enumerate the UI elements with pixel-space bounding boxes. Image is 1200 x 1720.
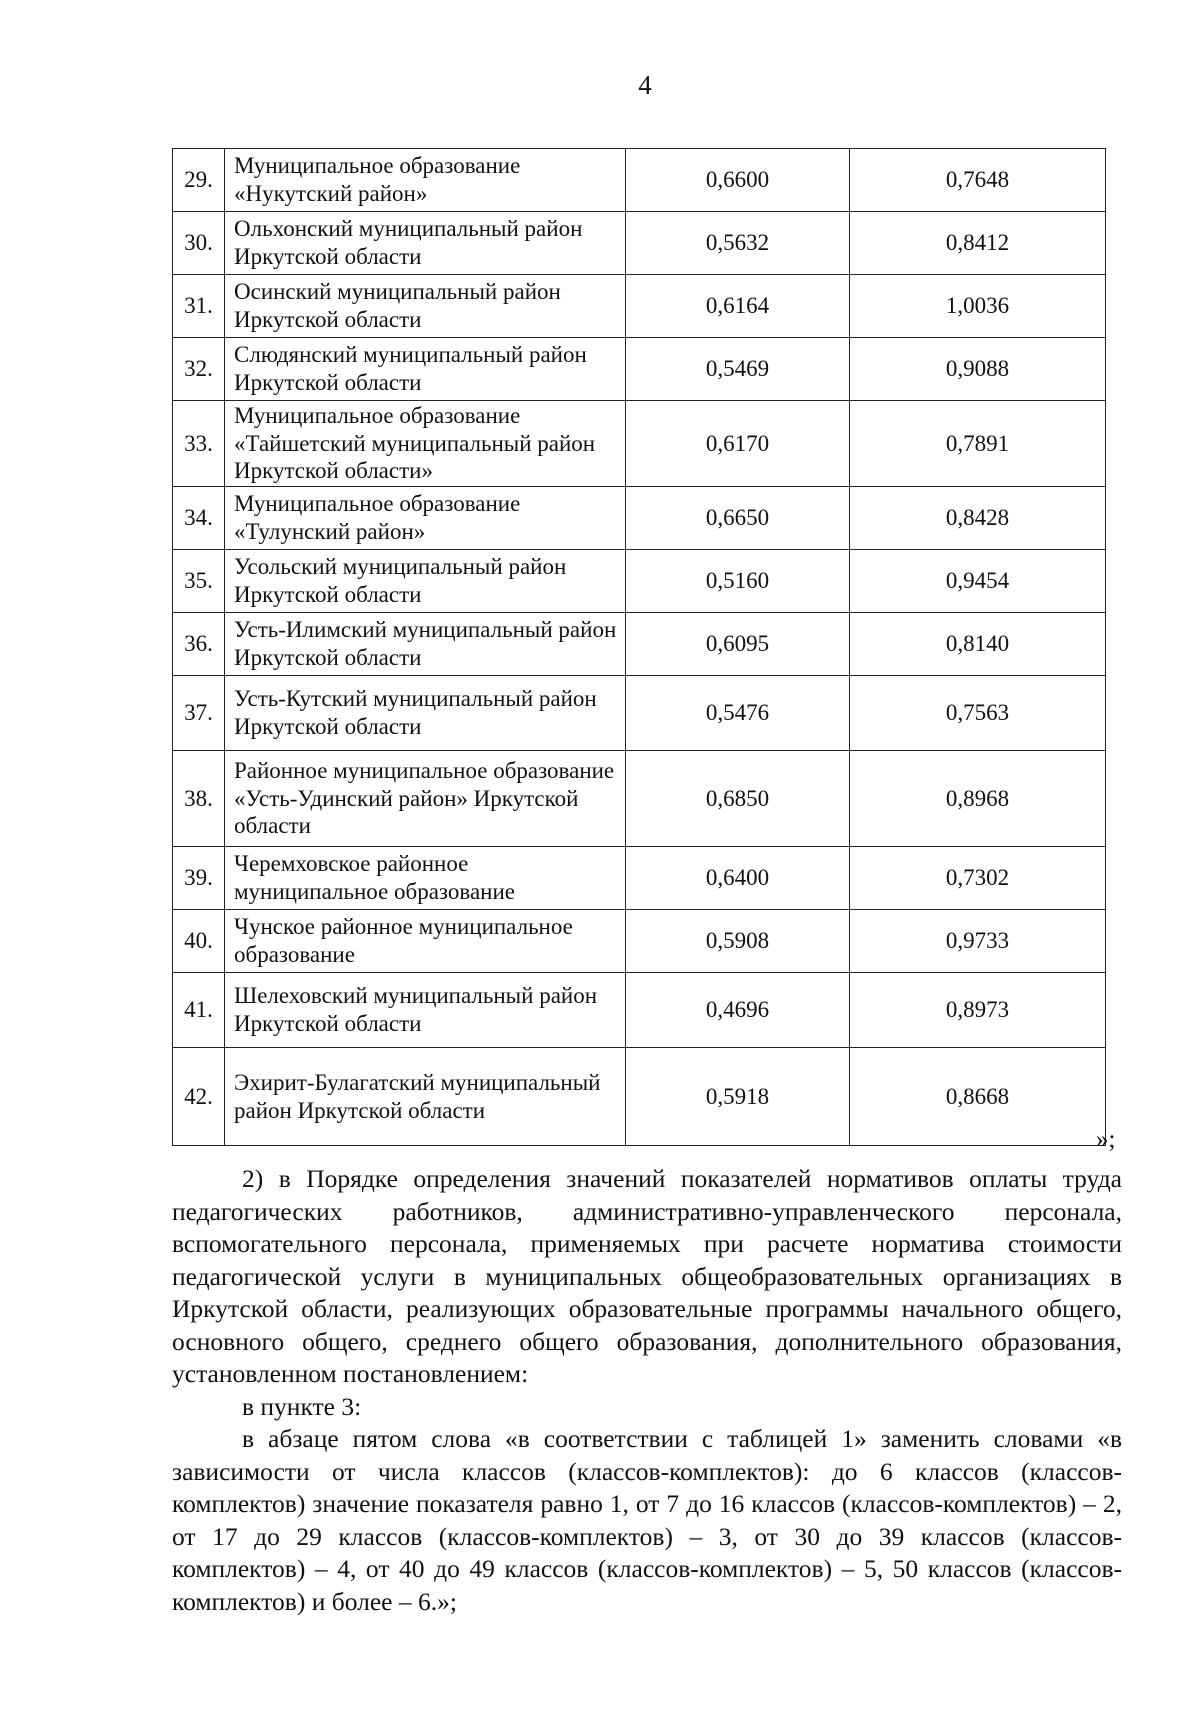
value-column-1: 0,5918 — [626, 1048, 850, 1146]
table-row — [173, 550, 1106, 613]
row-number: 40. — [173, 910, 225, 973]
value-column-1: 0,6095 — [626, 613, 850, 676]
row-number: 39. — [173, 847, 225, 910]
row-number: 37. — [173, 676, 225, 751]
row-number: 34. — [173, 487, 225, 550]
row-number: 36. — [173, 613, 225, 676]
value-column-1: 0,6400 — [626, 847, 850, 910]
municipality-name: Чунское районное муниципальное образование — [225, 910, 626, 973]
row-number: 29. — [173, 149, 225, 212]
value-column-1: 0,5160 — [626, 550, 850, 613]
paragraph-point: в пункте 3: — [242, 1391, 362, 1421]
table-row — [173, 275, 1106, 338]
table-row — [173, 973, 1106, 1048]
value-column-2: 0,9088 — [850, 338, 1106, 401]
value-column-2: 0,9733 — [850, 910, 1106, 973]
municipality-name: Усть-Илимский муниципальный район Иркутской области — [225, 613, 626, 676]
table-row — [173, 847, 1106, 910]
table-row — [173, 1048, 1106, 1146]
value-column-2: 0,9454 — [850, 550, 1106, 613]
municipality-name: Эхирит-Булагатский муниципальный район Иркутской области — [225, 1048, 626, 1146]
value-column-1: 0,6650 — [626, 487, 850, 550]
value-column-1: 0,5476 — [626, 676, 850, 751]
value-column-2: 0,8973 — [850, 973, 1106, 1048]
closing-quote: »; — [1096, 1126, 1116, 1153]
row-number: 30. — [173, 212, 225, 275]
municipality-name: Усольский муниципальный район Иркутской области — [225, 550, 626, 613]
table-row — [173, 487, 1106, 550]
value-column-2: 0,7891 — [850, 401, 1106, 487]
value-column-2: 0,8968 — [850, 751, 1106, 847]
municipality-name: Муниципальное образование «Тайшетский муниципальный район Иркутской области» — [225, 401, 626, 487]
municipality-name: Ольхонский муниципальный район Иркутской области — [225, 212, 626, 275]
table-row — [173, 338, 1106, 401]
value-column-1: 0,4696 — [626, 973, 850, 1048]
value-column-2: 0,7563 — [850, 676, 1106, 751]
value-column-2: 0,7648 — [850, 149, 1106, 212]
table-row — [173, 613, 1106, 676]
row-number: 33. — [173, 401, 225, 487]
value-column-1: 0,6600 — [626, 149, 850, 212]
table-body — [173, 149, 1106, 1146]
municipality-name: Слюдянский муниципальный район Иркутской области — [225, 338, 626, 401]
page-number: 4 — [638, 70, 652, 100]
paragraph-replacement: в абзаце пятом слова «в соответствии с таблицей 1» заменить словами «в зависимости от числа классов (классов-комплектов): до 6 классов (классов-комплектов) значение показателя равно 1, от 7 до 16 классов (классов-комплектов) – 2, от 17 до 29 классов (классов-комплектов) – 3, от 30 до 39 классов (классов-комплектов) – 4, от 40 до 49 классов (классов-комплектов) – 5, 50 классов (классов-комплектов) и более – 6.»; — [172, 1424, 1122, 1616]
value-column-1: 0,6850 — [626, 751, 850, 847]
row-number: 31. — [173, 275, 225, 338]
value-column-2: 1,0036 — [850, 275, 1106, 338]
value-column-1: 0,5469 — [626, 338, 850, 401]
municipality-name: Районное муниципальное образование «Усть-Удинский район» Иркутской области — [225, 751, 626, 847]
municipality-name: Муниципальное образование «Тулунский район» — [225, 487, 626, 550]
table-row — [173, 401, 1106, 487]
value-column-1: 0,5632 — [626, 212, 850, 275]
municipality-name: Шелеховский муниципальный район Иркутской области — [225, 973, 626, 1048]
table-row — [173, 676, 1106, 751]
municipality-name: Черемховское районное муниципальное образование — [225, 847, 626, 910]
table-row — [173, 751, 1106, 847]
value-column-2: 0,8412 — [850, 212, 1106, 275]
row-number: 38. — [173, 751, 225, 847]
value-column-2: 0,8140 — [850, 613, 1106, 676]
value-column-2: 0,8428 — [850, 487, 1106, 550]
row-number: 41. — [173, 973, 225, 1048]
value-column-1: 0,5908 — [626, 910, 850, 973]
municipality-name: Усть-Кутский муниципальный район Иркутской области — [225, 676, 626, 751]
value-column-1: 0,6164 — [626, 275, 850, 338]
value-column-2: 0,7302 — [850, 847, 1106, 910]
table-row — [173, 212, 1106, 275]
table-row — [173, 910, 1106, 973]
body-text — [172, 1163, 1122, 1618]
table-row — [173, 149, 1106, 212]
value-column-2: 0,8668 — [850, 1048, 1106, 1146]
row-number: 35. — [173, 550, 225, 613]
row-number: 32. — [173, 338, 225, 401]
municipality-name: Муниципальное образование «Нукутский район» — [225, 149, 626, 212]
paragraph-amendment: 2) в Порядке определения значений показателей нормативов оплаты труда педагогических работников, административно-управленческого персонала, вспомогательного персонала, применяемых при расчете норматива стоимости педагогической услуги в муниципальных общеобразовательных организациях в Иркутской области, реализующих образовательные программы начального общего, основного общего, среднего общего образования, дополнительного образования, установленном постановлением: — [172, 1164, 1122, 1388]
municipality-name: Осинский муниципальный район Иркутской области — [225, 275, 626, 338]
value-column-1: 0,6170 — [626, 401, 850, 487]
row-number: 42. — [173, 1048, 225, 1146]
coefficients-table — [172, 148, 1106, 1146]
